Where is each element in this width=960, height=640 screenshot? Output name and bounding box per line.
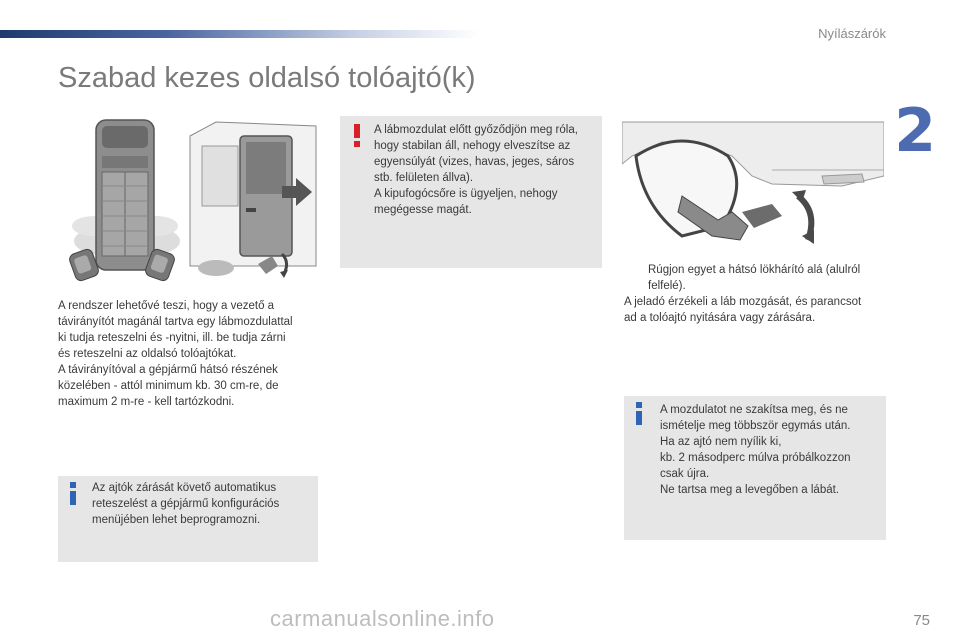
- chapter-number: 2: [894, 96, 936, 166]
- warning-box: [340, 116, 602, 268]
- info-left-text: Az ajtók zárását követő automatikus reteszelést a gépjármű konfigurációs menüjében lehet beprogramozni.: [92, 482, 280, 526]
- intro-paragraph: A rendszer lehetővé teszi, hogy a vezető a távirányítót magánál tartva egy lábmozdulattal ki tudja reteszelni és -nyitni, ill. be tudja zárni és reteszelni az oldalsó tolóajtókat. A távirányítóval a gépjármű hátsó részének közelében - attól minimum kb. 30 cm-re, de maximum 2 m-re - kell tartózkodni.: [58, 300, 293, 408]
- sliding-door-illustration: [186, 116, 318, 286]
- foot-kick-illustration: [622, 116, 884, 256]
- info-box-left: [58, 476, 318, 562]
- page-title: Szabad kezes oldalsó tolóajtó(k): [58, 62, 476, 94]
- van-top-view-illustration: [64, 116, 182, 286]
- info-right-text: A mozdulatot ne szakítsa meg, és ne ismételje meg többször egymás után. Ha az ajtó nem nyílik ki, kb. 2 másodperc múlva próbálkozzon csak újra. Ne tartsa meg a levegőben a lábát.: [660, 404, 851, 496]
- warning-text: A lábmozdulat előtt győződjön meg róla, hogy stabilan áll, nehogy elveszítse az egyensúlyát (vizes, havas, jeges, sáros stb. felületen állva). A kipufogócsőre is ügyeljen, nehogy megégesse magát.: [374, 124, 578, 216]
- instruction-step-text: Rúgjon egyet a hátsó lökhárító alá (alulról felfelé).: [648, 264, 861, 292]
- section-name: Nyílászárók: [818, 26, 886, 41]
- watermark: carmanualsonline.info: [270, 606, 495, 631]
- info-box-right: [624, 396, 886, 540]
- page-number: 75: [913, 612, 930, 629]
- header-gradient-bar: [0, 30, 480, 38]
- instruction-result: A jeladó érzékeli a láb mozgását, és parancsot ad a tolóajtó nyitására vagy zárására.: [624, 296, 862, 324]
